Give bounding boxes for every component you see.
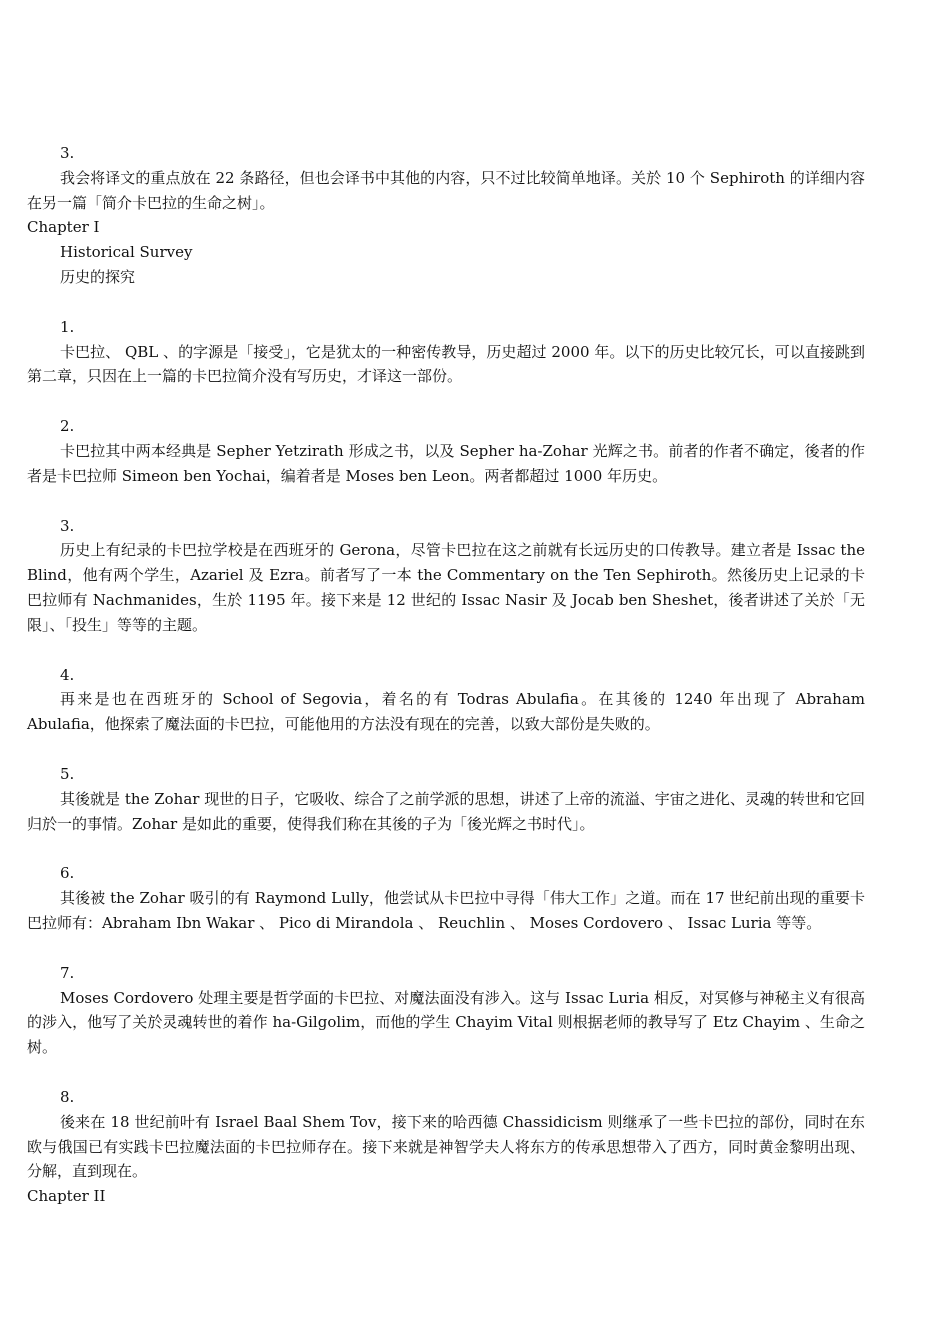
chapter-heading: Chapter I bbox=[27, 218, 100, 237]
paragraph: 我会将译文的重点放在 22 条路径，但也会译书中其他的内容，只不过比较简单地译。关於 10 个 Sephiroth 的详细内容在另一篇「简介卡巴拉的生命之树」。 bbox=[27, 168, 865, 212]
section-number: 6. bbox=[60, 864, 75, 883]
spacer bbox=[27, 290, 865, 315]
paragraph: 卡巴拉其中两本经典是 Sepher Yetzirath 形成之书，以及 Sepher ha-Zohar 光辉之书。前者的作者不确定，後者的作者是卡巴拉师 Simeon ben Yochai，编着者是 Moses ben Leon。两者都超过 1000 年历史。 bbox=[27, 441, 865, 485]
spacer bbox=[27, 936, 865, 961]
section-number: 8. bbox=[60, 1087, 75, 1106]
spacer bbox=[27, 1060, 865, 1085]
document-page bbox=[27, 141, 865, 1209]
paragraph: 再来是也在西班牙的 School of Segovia，着名的有 Todras Abulafia。在其後的 1240 年出现了 Abraham Abulafia，他探索了魔法面的卡巴拉，可能他用的方法没有现在的完善，以致大部份是失败的。 bbox=[27, 690, 865, 734]
spacer bbox=[27, 836, 865, 861]
paragraph: 其後就是 the Zohar 现世的日子，它吸收、综合了之前学派的思想，讲述了上帝的流溢、宇宙之进化、灵魂的转世和它回归於一的事情。Zohar 是如此的重要，使得我们称在其後的子为「後光辉之书时代」。 bbox=[27, 789, 865, 833]
paragraph: 历史上有纪录的卡巴拉学校是在西班牙的 Gerona，尽管卡巴拉在这之前就有长远历史的口传教导。建立者是 Issac the Blind，他有两个学生，Azariel 及 Ezra。前者写了一本 the Commentary on the Ten Sephiroth。然後历史上记录的卡巴拉师有 Nachmanides，生於 1195 年。接下来是 12 世纪的 Issac Nasir 及 Jocab ben Sheshet，後者讲述了关於「无限」、「投生」等等的主题。 bbox=[27, 541, 865, 634]
section-number: 4. bbox=[60, 665, 75, 684]
chapter-subtitle-chinese: 历史的探究 bbox=[60, 267, 136, 286]
paragraph: Moses Cordovero 处理主要是哲学面的卡巴拉、对魔法面没有涉入。这与 Issac Luria 相反，对冥修与神秘主义有很高的涉入，他写了关於灵魂转世的着作 ha-Gilgolim，而他的学生 Chayim Vital 则根据老师的教导写了 Etz Chayim 、生命之树。 bbox=[27, 988, 865, 1057]
section-number: 7. bbox=[60, 963, 75, 982]
spacer bbox=[27, 389, 865, 414]
spacer bbox=[27, 489, 865, 514]
spacer bbox=[27, 638, 865, 663]
section-number: 3. bbox=[60, 144, 75, 162]
chapter-subtitle: Historical Survey bbox=[60, 243, 193, 262]
section-number: 3. bbox=[60, 516, 75, 535]
paragraph: 其後被 the Zohar 吸引的有 Raymond Lully，他尝试从卡巴拉中寻得「伟大工作」之道。而在 17 世纪前出现的重要卡巴拉师有：Abraham Ibn Wakar 、 Pico di Mirandola 、 Reuchlin 、 Moses Cordovero 、 Issac Luria 等等。 bbox=[27, 889, 865, 932]
paragraph: 後来在 18 世纪前叶有 Israel Baal Shem Tov，接下来的哈西德 Chassidicism 则继承了一些卡巴拉的部份，同时在东欧与俄国已有实践卡巴拉魔法面的卡巴拉师存在。接下来就是神智学夫人将东方的传承思想带入了西方，同时黄金黎明出现、分解，直到现在。 bbox=[27, 1112, 865, 1181]
section-number: 1. bbox=[60, 317, 75, 336]
chapter-heading: Chapter II bbox=[27, 1187, 106, 1206]
section-number: 2. bbox=[60, 417, 75, 436]
section-number: 5. bbox=[60, 764, 75, 783]
spacer bbox=[27, 737, 865, 762]
paragraph: 卡巴拉、 QBL 、的字源是「接受」，它是犹太的一种密传教导，历史超过 2000 年。以下的历史比较冗长，可以直接跳到第二章，只因在上一篇的卡巴拉简介没有写历史，才译这一部份。 bbox=[27, 342, 865, 386]
